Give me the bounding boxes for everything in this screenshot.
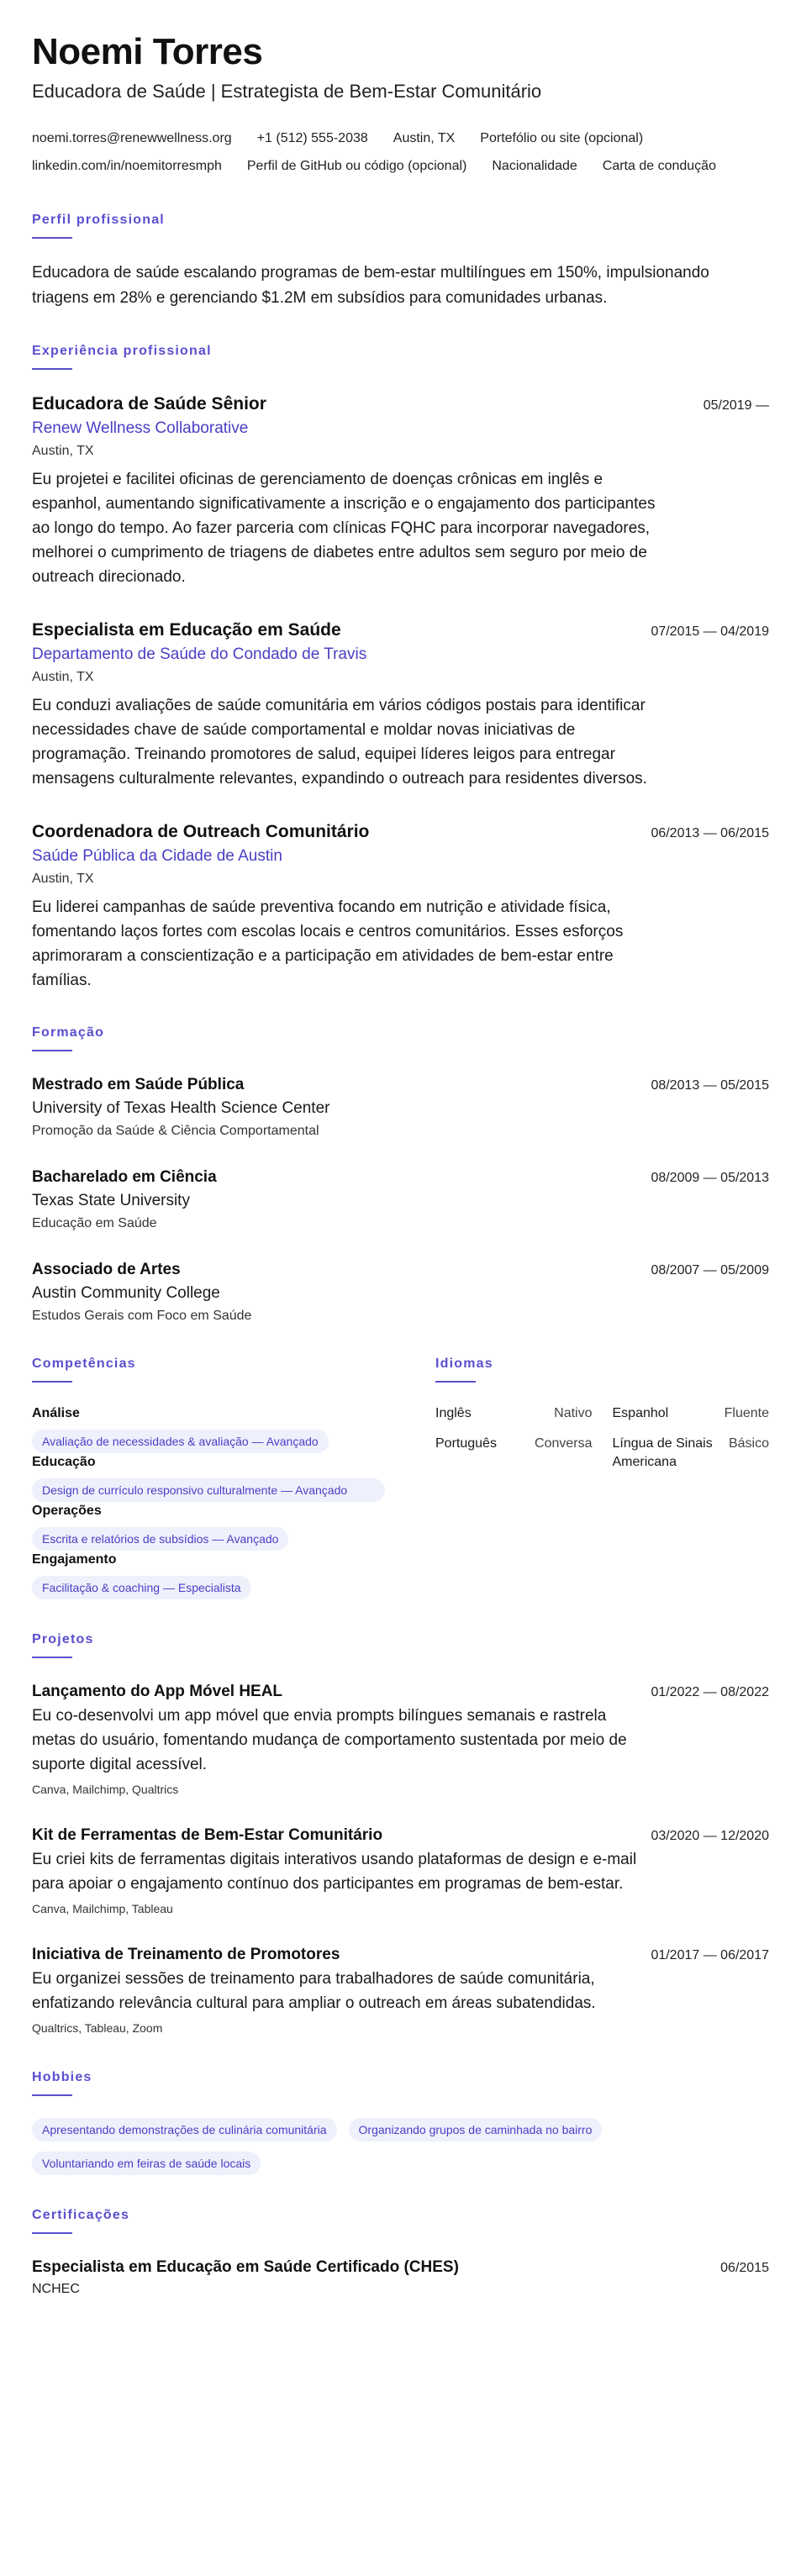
section-divider [32,1657,72,1658]
job-date: 07/2015 — 04/2019 [651,624,769,639]
contact-drivers-license: Carta de condução [602,159,716,173]
project-description: Eu co-desenvolvi um app móvel que envia prompts bilíngues semanais e rastrela metas do usuário, fomentando mudança de comportamento sustentada por meio de suporte digital acessível. [32,1707,627,1773]
section-divider [32,1381,72,1383]
section-title-education: Formação [32,1025,105,1040]
project-entry [32,1824,769,1918]
section-divider [32,2232,72,2234]
skill-group [32,1551,385,1599]
language-name: Língua de Sinais Americana [612,1436,713,1469]
job-location: Austin, TX [32,670,94,684]
resume-header [32,30,769,180]
section-divider [32,368,72,370]
contact-phone[interactable]: +1 (512) 555-2038 [256,131,368,145]
skill-tag: Design de currículo responsivo culturalmente — Avançado [32,1478,385,1502]
skill-category: Operações [32,1504,102,1518]
education-field: Educação em Saúde [32,1216,157,1230]
skill-group [32,1404,385,1453]
project-description: Eu organizei sessões de treinamento para trabalhadores de saúde comunitária, enfatizando relevância cultural para ampliar o outreach em áreas subatendidas. [32,1970,596,2012]
language-level: Fluente [724,1406,769,1420]
skill-category: Análise [32,1406,80,1420]
contact-linkedin[interactable]: linkedin.com/in/noemitorresmph [32,159,222,173]
education-school: University of Texas Health Science Center [32,1099,330,1117]
language-level: Básico [728,1436,769,1451]
skill-group [32,1502,385,1551]
skills-section [32,1356,385,1599]
section-title-experience: Experiência profissional [32,344,212,358]
language-name: Português [435,1436,497,1451]
project-entry [32,1943,769,2037]
job-date: 05/2019 — [703,398,769,413]
skill-tag: Escrita e relatórios de subsídios — Avançado [32,1527,288,1551]
skill-tag: Avaliação de necessidades & avaliação — Avançado [32,1430,329,1453]
certification-title: Especialista em Educação em Saúde Certificado (CHES) [32,2258,459,2276]
section-title-hobbies: Hobbies [32,2070,92,2084]
languages-section [435,1356,769,1599]
skill-group [32,1453,385,1502]
skill-category: Engajamento [32,1552,117,1567]
education-school: Texas State University [32,1192,190,1209]
contact-list [32,124,769,180]
job-description: Eu conduzi avaliações de saúde comunitária em vários códigos postais para identificar necessidades chave de saúde comportamental e moldar novas iniciativas de programação. Treinando promotores de salud, equipei líderes leigos para entregar mensagens culturalmente relevantes, expandindo o outreach para residentes diversos. [32,697,647,788]
experience-section [32,343,769,993]
section-title-projects: Projetos [32,1632,94,1646]
project-tools: Canva, Mailchimp, Tableau [32,1902,173,1915]
education-date: 08/2007 — 05/2009 [651,1263,769,1277]
language-name: Inglês [435,1406,472,1420]
certifications-section [32,2207,769,2299]
candidate-headline: Educadora de Saúde | Estrategista de Bem-Estar Comunitário [32,81,542,102]
project-date: 01/2017 — 06/2017 [651,1948,769,1962]
education-degree: Bacharelado em Ciência [32,1168,217,1186]
job-description: Eu liderei campanhas de saúde preventiva focando em nutrição e atividade física, fomentando laços fortes com escolas locais e centros comunitários. Esses esforços aprimoraram a conscientização e a participação em atividades de bem-estar entre famílias. [32,898,624,989]
project-tools: Qualtrics, Tableau, Zoom [32,2021,163,2035]
section-title-summary: Perfil profissional [32,213,165,227]
project-title: Iniciativa de Treinamento de Promotores [32,1946,340,1963]
project-entry [32,1680,769,1799]
certification-entry [32,2256,769,2299]
job-company: Departamento de Saúde do Condado de Travis [32,645,367,663]
job-date: 06/2013 — 06/2015 [651,826,769,840]
section-divider [32,2094,72,2096]
projects-section [32,1631,769,2037]
language-level: Conversa [535,1436,593,1451]
section-divider [32,1050,72,1051]
job-title: Educadora de Saúde Sênior [32,394,266,414]
project-title: Lançamento do App Móvel HEAL [32,1683,283,1700]
section-divider [435,1381,476,1383]
project-title: Kit de Ferramentas de Bem-Estar Comunitário [32,1826,383,1844]
education-entry [32,1258,769,1327]
education-date: 08/2013 — 05/2015 [651,1078,769,1093]
education-field: Estudos Gerais com Foco em Saúde [32,1309,252,1323]
education-section [32,1025,769,1327]
section-title-languages: Idiomas [435,1356,493,1371]
language-item [613,1404,770,1423]
job-title: Especialista em Educação em Saúde [32,620,341,640]
education-degree: Mestrado em Saúde Pública [32,1076,245,1093]
contact-email[interactable]: noemi.torres@renewwellness.org [32,131,232,145]
skill-tag: Facilitação & coaching — Especialista [32,1576,251,1599]
contact-nationality: Nacionalidade [492,159,577,173]
job-entry [32,618,769,791]
job-company: Saúde Pública da Cidade de Austin [32,847,282,865]
certification-date: 06/2015 [720,2261,769,2275]
education-degree: Associado de Artes [32,1261,181,1278]
education-entry [32,1166,769,1235]
skills-languages-row [32,1356,769,1599]
language-item [613,1435,770,1472]
hobby-tag: Voluntariando em feiras de saúde locais [32,2152,261,2175]
section-title-certifications: Certificações [32,2208,130,2222]
job-title: Coordenadora de Outreach Comunitário [32,822,370,841]
education-field: Promoção da Saúde & Ciência Comportamental [32,1124,319,1138]
job-location: Austin, TX [32,872,94,886]
language-item [435,1435,593,1472]
hobby-tag: Apresentando demonstrações de culinária comunitária [32,2118,337,2141]
language-level: Nativo [554,1406,593,1420]
job-description: Eu projetei e facilitei oficinas de gerenciamento de doenças crônicas em inglês e espanhol, aumentando significativamente a inscrição e o engajamento dos participantes ao longo do tempo. Ao fazer parceria com clínicas FQHC para incorporar navegadores, melhorei o cumprimento de triagens de diabetes entre adultos sem seguro por meio de outreach direcionado. [32,471,656,586]
project-date: 03/2020 — 12/2020 [651,1829,769,1843]
language-item [435,1404,593,1423]
job-company: Renew Wellness Collaborative [32,419,249,437]
hobby-tag: Organizando grupos de caminhada no bairro [349,2118,603,2141]
certification-issuer: NCHEC [32,2282,80,2296]
section-title-skills: Competências [32,1356,136,1371]
summary-text: Educadora de saúde escalando programas de bem-estar multilíngues em 150%, impulsionando triagens em 28% e gerenciando $1.2M em subsídios para comunidades urbanas. [32,264,709,307]
contact-location: Austin, TX [393,131,456,145]
job-entry [32,819,769,993]
project-date: 01/2022 — 08/2022 [651,1685,769,1699]
job-entry [32,392,769,589]
candidate-name: Noemi Torres [32,31,263,72]
education-date: 08/2009 — 05/2013 [651,1171,769,1185]
job-location: Austin, TX [32,444,94,458]
language-name: Espanhol [612,1406,669,1420]
hobbies-section [32,2069,769,2185]
section-divider [32,237,72,239]
project-tools: Canva, Mailchimp, Qualtrics [32,1783,179,1796]
education-entry [32,1073,769,1142]
skill-category: Educação [32,1455,96,1469]
contact-github: Perfil de GitHub ou código (opcional) [246,159,467,173]
contact-portfolio: Portefólio ou site (opcional) [480,131,644,145]
project-description: Eu criei kits de ferramentas digitais interativos usando plataformas de design e e-mail para apoiar o engajamento contínuo dos participantes em programas de bem-estar. [32,1851,637,1893]
education-school: Austin Community College [32,1284,220,1302]
summary-section [32,212,769,311]
